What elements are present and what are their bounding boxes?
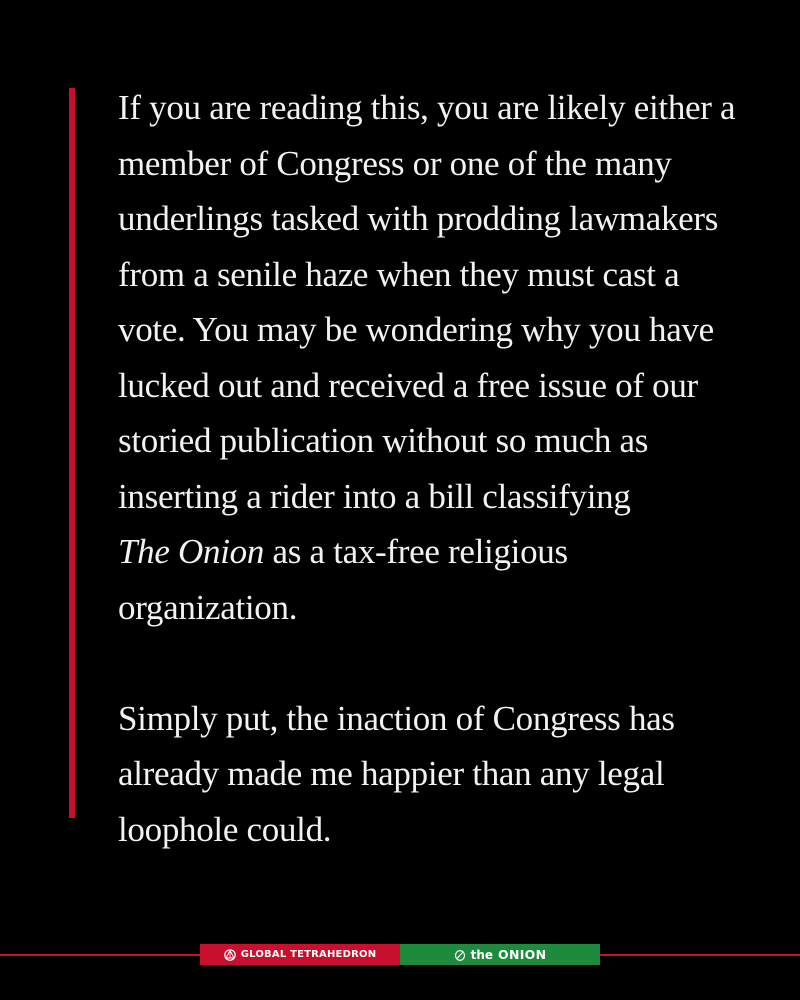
body-line: Simply put, the inaction of Congress has [118,698,675,738]
body-line: loophole could. [118,809,332,849]
publication-title: The Onion [118,532,265,571]
body-line: from a senile haze when they must cast a [118,254,680,294]
body-line: storied publication without so much as [118,421,649,460]
onion-logo-icon [454,949,466,961]
the-onion-badge [400,944,600,965]
letter-body [118,80,778,857]
global-tetrahedron-badge [200,944,400,965]
onion-logo-the: the [470,947,494,962]
body-line-with-title [118,524,778,580]
body-line: vote. You may be wondering why you have [118,310,714,349]
body-line: inserting a rider into a bill classifying [118,476,631,516]
paragraph-gap [118,635,778,691]
quote-accent-bar [69,88,75,818]
body-line: organization. [118,587,298,627]
global-tetrahedron-label: GLOBAL TETRAHEDRON [240,949,377,960]
onion-logo-name: ONION [498,947,547,962]
footer-badges [200,944,600,965]
body-line: already made me happier than any legal [118,754,665,793]
body-line-tail: as a tax-free religious [264,532,568,571]
body-line: If you are reading this, you are likely either a [118,88,736,127]
body-line: underlings tasked with prodding lawmakers [118,199,719,238]
body-line: lucked out and received a free issue of our [118,365,698,405]
body-line: member of Congress or one of the many [118,143,672,183]
tetrahedron-globe-icon [224,949,236,961]
